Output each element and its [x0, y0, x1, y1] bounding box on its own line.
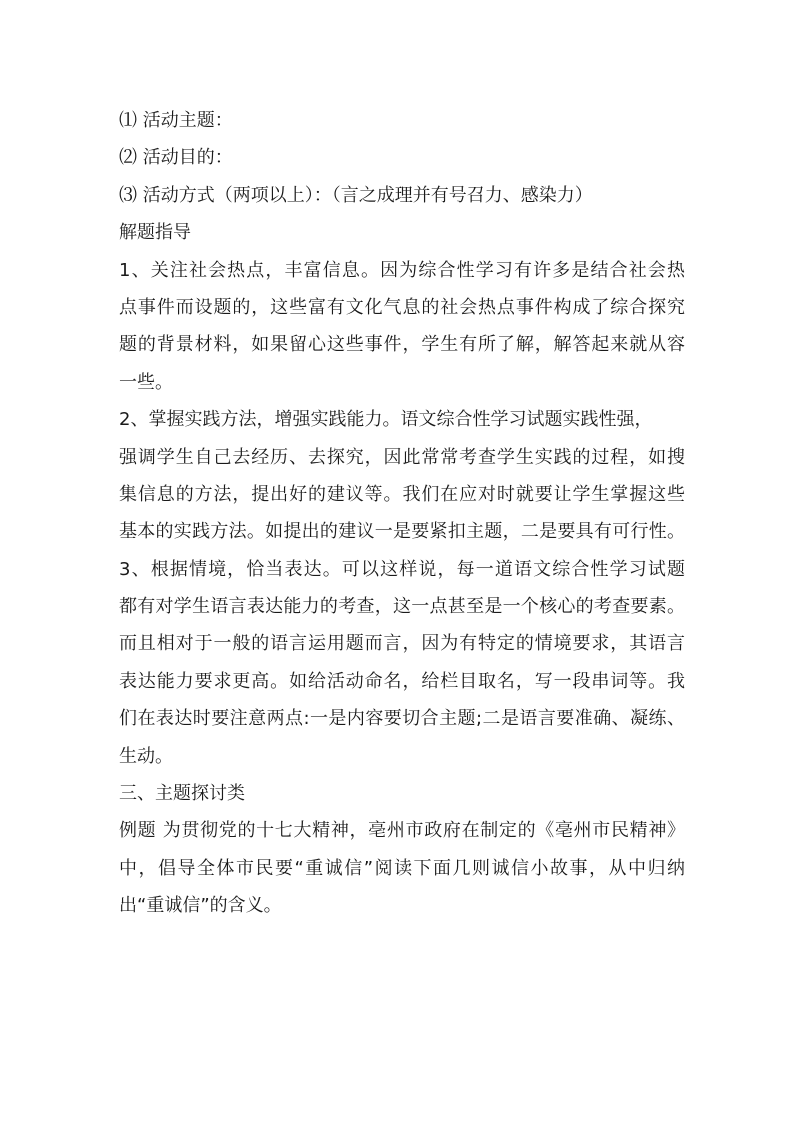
example-line: 出“重诚信”的含义。 [119, 895, 282, 917]
paragraph-2-line: 强调学生自己去经历、去探究，因此常常考查学生实践的过程，如搜 [119, 446, 685, 468]
paragraph-1-line: 一些。 [119, 371, 173, 393]
paragraph-1-line: 题的背景材料，如果留心这些事件，学生有所了解，解答起来就从容 [119, 334, 685, 356]
paragraph-2-line: 基本的实践方法。如提出的建议一是要紧扣主题，二是要具有可行性。 [119, 521, 685, 543]
paragraph-1-line: 点事件而设题的，这些富有文化气息的社会热点事件构成了综合探究 [119, 296, 685, 318]
example-line: 例题 为贯彻党的十七大精神，亳州市政府在制定的《亳州市民精神》 [119, 820, 685, 842]
section-heading: 三、主题探讨类 [119, 783, 245, 805]
paragraph-3-line: 都有对学生语言表达能力的考查，这一点甚至是一个核心的考查要素。 [119, 596, 685, 618]
question-item-3: ⑶ 活动方式（两项以上）：（言之成理并有号召力、感染力） [119, 184, 593, 206]
paragraph-3-line: 们在表达时要注意两点:一是内容要切合主题;二是语言要准确、凝练、 [119, 708, 685, 730]
paragraph-1-line: 1、关注社会热点，丰富信息。因为综合性学习有许多是结合社会热 [119, 259, 685, 281]
question-item-1: ⑴ 活动主题： [119, 110, 233, 131]
paragraph-2-line: 集信息的方法，提出好的建议等。我们在应对时就要让学生掌握这些 [119, 483, 685, 505]
guide-heading: 解题指导 [119, 222, 191, 244]
paragraph-3-line: 表达能力要求更高。如给活动命名，给栏目取名，写一段串词等。我 [119, 670, 685, 692]
example-line: 中，倡导全体市民要“重诚信”阅读下面几则诚信小故事，从中归纳 [119, 857, 685, 879]
document-body [119, 102, 685, 925]
paragraph-2-line: 2、掌握实践方法，增强实践能力。语文综合性学习试题实践性强， [119, 409, 653, 431]
paragraph-3-line: 3、根据情境，恰当表达。可以这样说，每一道语文综合性学习试题 [119, 558, 685, 580]
question-item-2: ⑵ 活动目的： [119, 147, 233, 169]
paragraph-3-line: 而且相对于一般的语言运用题而言，因为有特定的情境要求，其语言 [119, 633, 685, 655]
paragraph-3-line: 生动。 [119, 745, 173, 767]
